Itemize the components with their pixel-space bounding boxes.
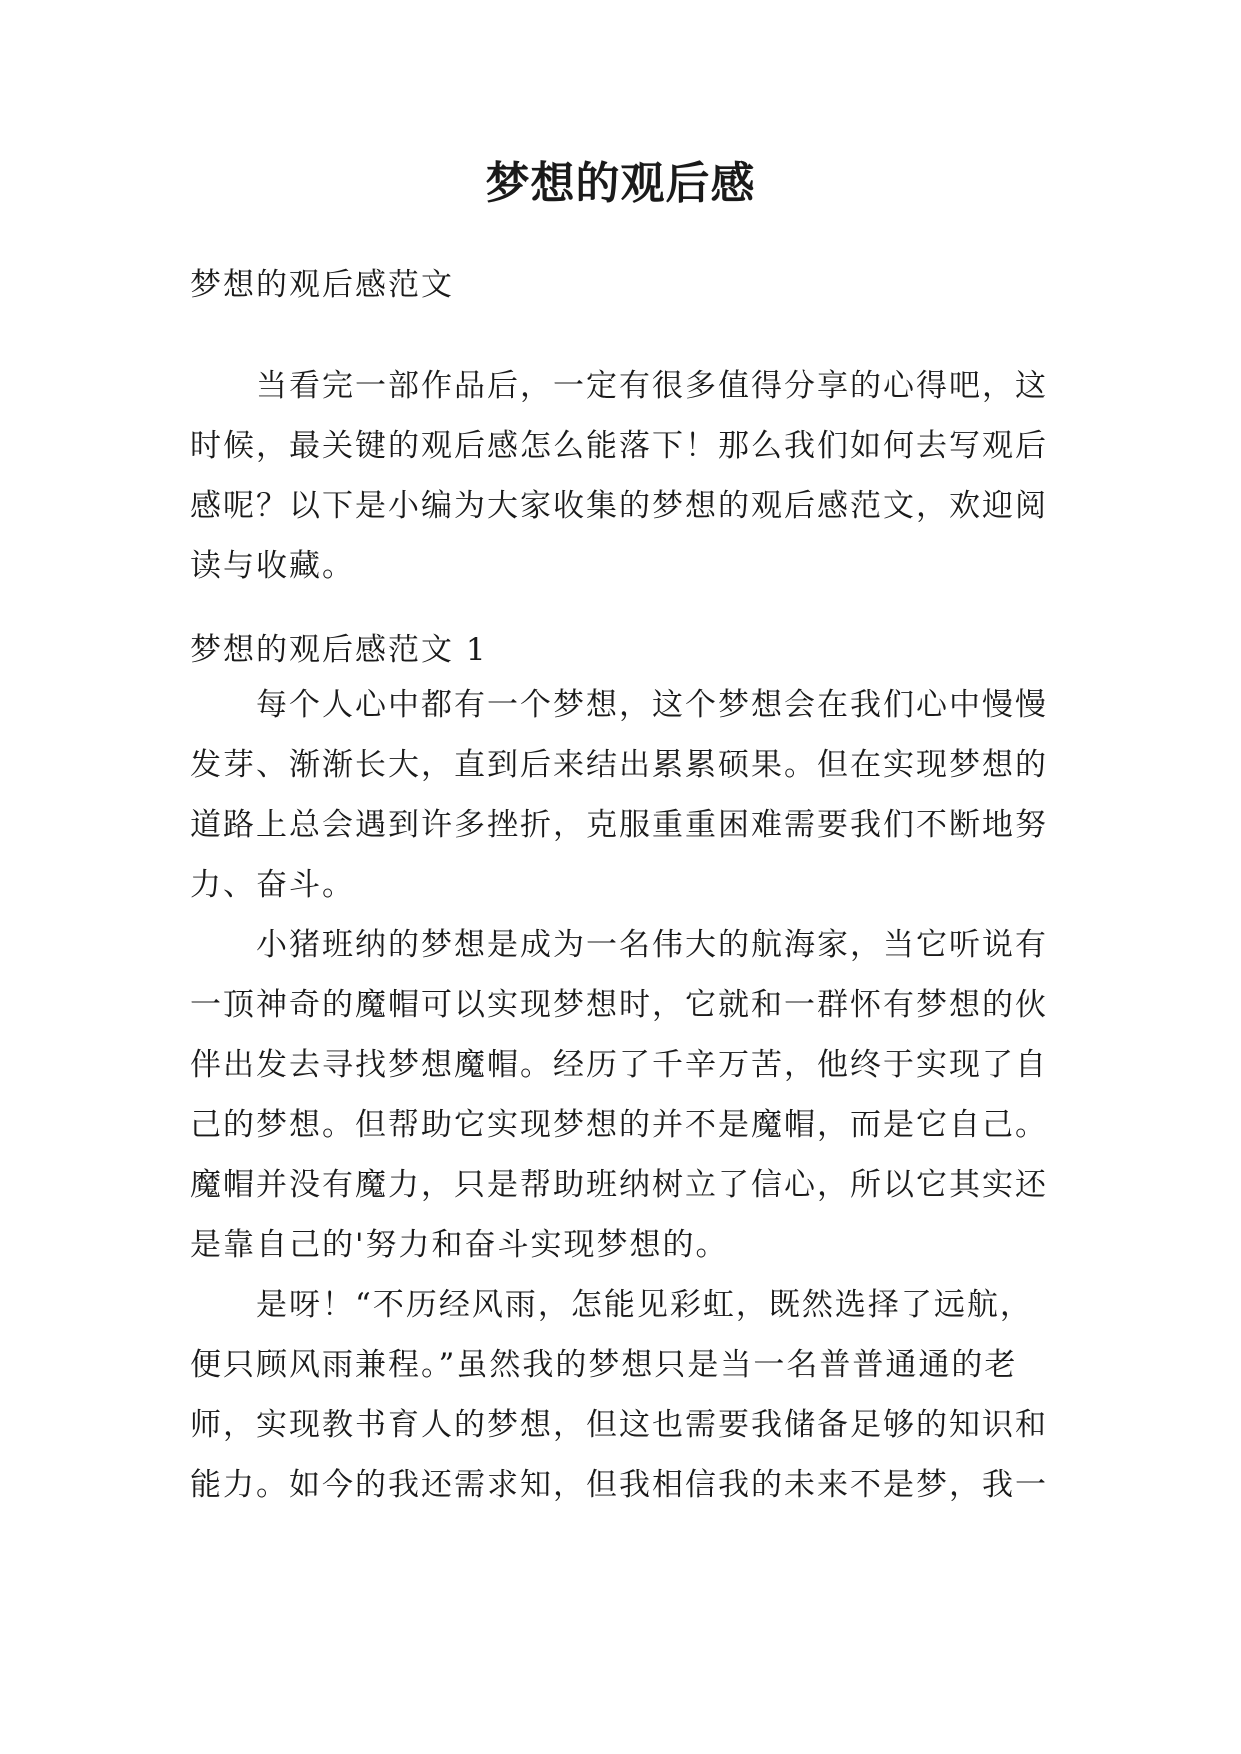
paragraph-line: 读与收藏。 bbox=[190, 548, 355, 584]
paragraph-2 bbox=[190, 915, 1070, 1275]
paragraph-line: 是靠自己的'努力和奋斗实现梦想的。 bbox=[190, 1227, 729, 1263]
intro-paragraph bbox=[190, 356, 1070, 596]
paragraph-line: 伴出发去寻找梦想魔帽。经历了千辛万苦，他终于实现了自 bbox=[190, 1047, 1048, 1083]
paragraph-line: 魔帽并没有魔力，只是帮助班纳树立了信心，所以它其实还 bbox=[190, 1167, 1048, 1203]
paragraph-line: 道路上总会遇到许多挫折，克服重重困难需要我们不断地努 bbox=[190, 807, 1048, 843]
section-heading: 梦想的观后感范文 1 bbox=[190, 632, 488, 668]
paragraph-1 bbox=[190, 675, 1070, 915]
paragraph-line: 当看完一部作品后，一定有很多值得分享的心得吧，这 bbox=[256, 368, 1048, 404]
paragraph-line: 便只顾风雨兼程。”虽然我的梦想只是当一名普普通通的老 bbox=[190, 1347, 1018, 1383]
document-title: 梦想的观后感 bbox=[485, 158, 756, 209]
paragraph-line: 师，实现教书育人的梦想，但这也需要我储备足够的知识和 bbox=[190, 1407, 1048, 1443]
paragraph-line: 每个人心中都有一个梦想，这个梦想会在我们心中慢慢 bbox=[256, 687, 1048, 723]
paragraph-line: 小猪班纳的梦想是成为一名伟大的航海家，当它听说有 bbox=[256, 927, 1048, 963]
paragraph-line: 能力。如今的我还需求知，但我相信我的未来不是梦，我一 bbox=[190, 1467, 1048, 1503]
paragraph-3 bbox=[190, 1275, 1070, 1515]
paragraph-line: 发芽、渐渐长大，直到后来结出累累硕果。但在实现梦想的 bbox=[190, 747, 1048, 783]
document-subtitle: 梦想的观后感范文 bbox=[190, 267, 454, 303]
paragraph-line: 时候，最关键的观后感怎么能落下！那么我们如何去写观后 bbox=[190, 428, 1048, 464]
paragraph-line: 是呀！“不历经风雨，怎能见彩虹，既然选择了远航， bbox=[256, 1287, 1033, 1323]
paragraph-line: 感呢？以下是小编为大家收集的梦想的观后感范文，欢迎阅 bbox=[190, 488, 1048, 524]
paragraph-line: 己的梦想。但帮助它实现梦想的并不是魔帽，而是它自己。 bbox=[190, 1107, 1048, 1143]
paragraph-line: 一顶神奇的魔帽可以实现梦想时，它就和一群怀有梦想的伙 bbox=[190, 987, 1048, 1023]
paragraph-line: 力、奋斗。 bbox=[190, 867, 355, 903]
